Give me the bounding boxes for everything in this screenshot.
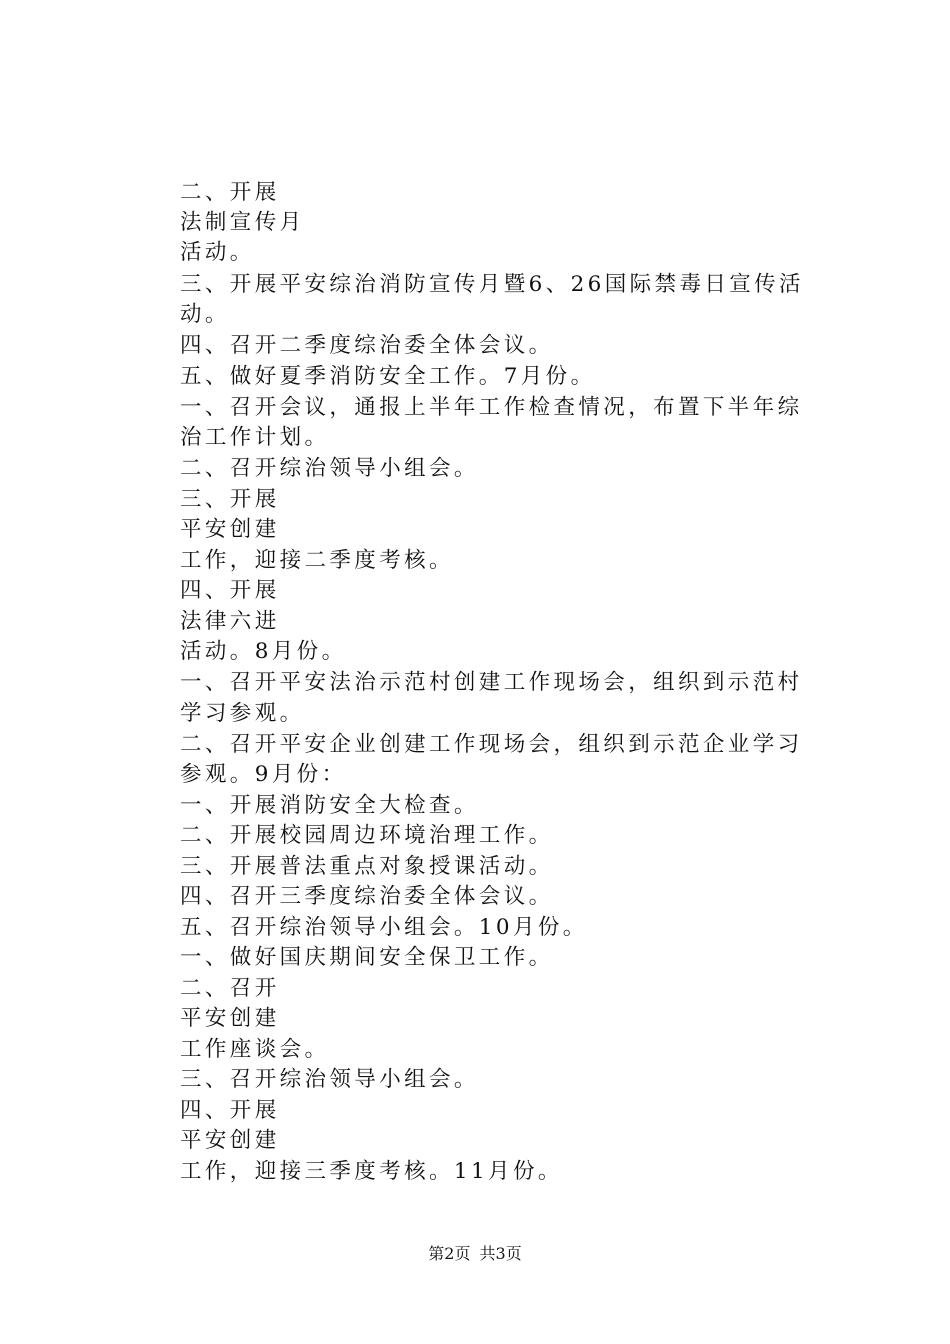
text-line: 治工作计划。 [180,425,330,450]
text-line: 工作座谈会。 [180,1037,330,1062]
text-line: 三、召开综治领导小组会。 [180,1067,479,1092]
text-line: 学习参观。 [180,701,305,726]
text-line: 一、做好国庆期间安全保卫工作。 [180,945,554,970]
text-line: 一、开展消防安全大检查。 [180,793,479,818]
text-line: 工作，迎接二季度考核。 [180,548,454,573]
text-line: 活动。 [180,240,255,265]
text-line: 法制宣传月 [180,210,305,235]
text-line: 工作，迎接三季度考核。11月份。 [180,1159,563,1184]
text-line: 二、开展校园周边环境治理工作。 [180,823,554,848]
text-line: 四、召开三季度综治委全体会议。 [180,884,554,909]
text-line: 参观。9月份： [180,762,347,787]
text-line: 一、召开平安法治示范村创建工作现场会，组织到示范村 [180,670,803,695]
page-number: 第2页 [428,1244,471,1263]
text-line: 三、开展 [180,487,280,512]
text-line: 活动。8月份。 [180,639,347,664]
page-footer [0,1243,950,1265]
text-line: 平安创建 [180,1006,280,1031]
text-line: 五、做好夏季消防安全工作。7月份。 [180,364,596,389]
text-line: 二、召开平安企业创建工作现场会，组织到示范企业学习 [180,732,803,757]
text-line: 四、开展 [180,1098,280,1123]
text-line: 三、开展平安综治消防宣传月暨6、26国际禁毒日宣传活 [180,272,804,297]
text-line: 平安创建 [180,1128,280,1153]
text-line: 三、开展普法重点对象授课活动。 [180,854,554,879]
text-line: 四、召开二季度综治委全体会议。 [180,333,554,358]
page-total: 共3页 [479,1244,522,1263]
text-line: 一、召开会议，通报上半年工作检查情况，布置下半年综 [180,395,803,420]
text-line: 二、召开综治领导小组会。 [180,456,479,481]
text-line: 二、开展 [180,180,280,205]
text-line: 平安创建 [180,517,280,542]
text-line: 二、召开 [180,976,280,1001]
text-line: 法律六进 [180,609,280,634]
text-line: 四、开展 [180,578,280,603]
text-line: 动。 [180,302,230,327]
text-line: 五、召开综治领导小组会。10月份。 [180,915,588,940]
